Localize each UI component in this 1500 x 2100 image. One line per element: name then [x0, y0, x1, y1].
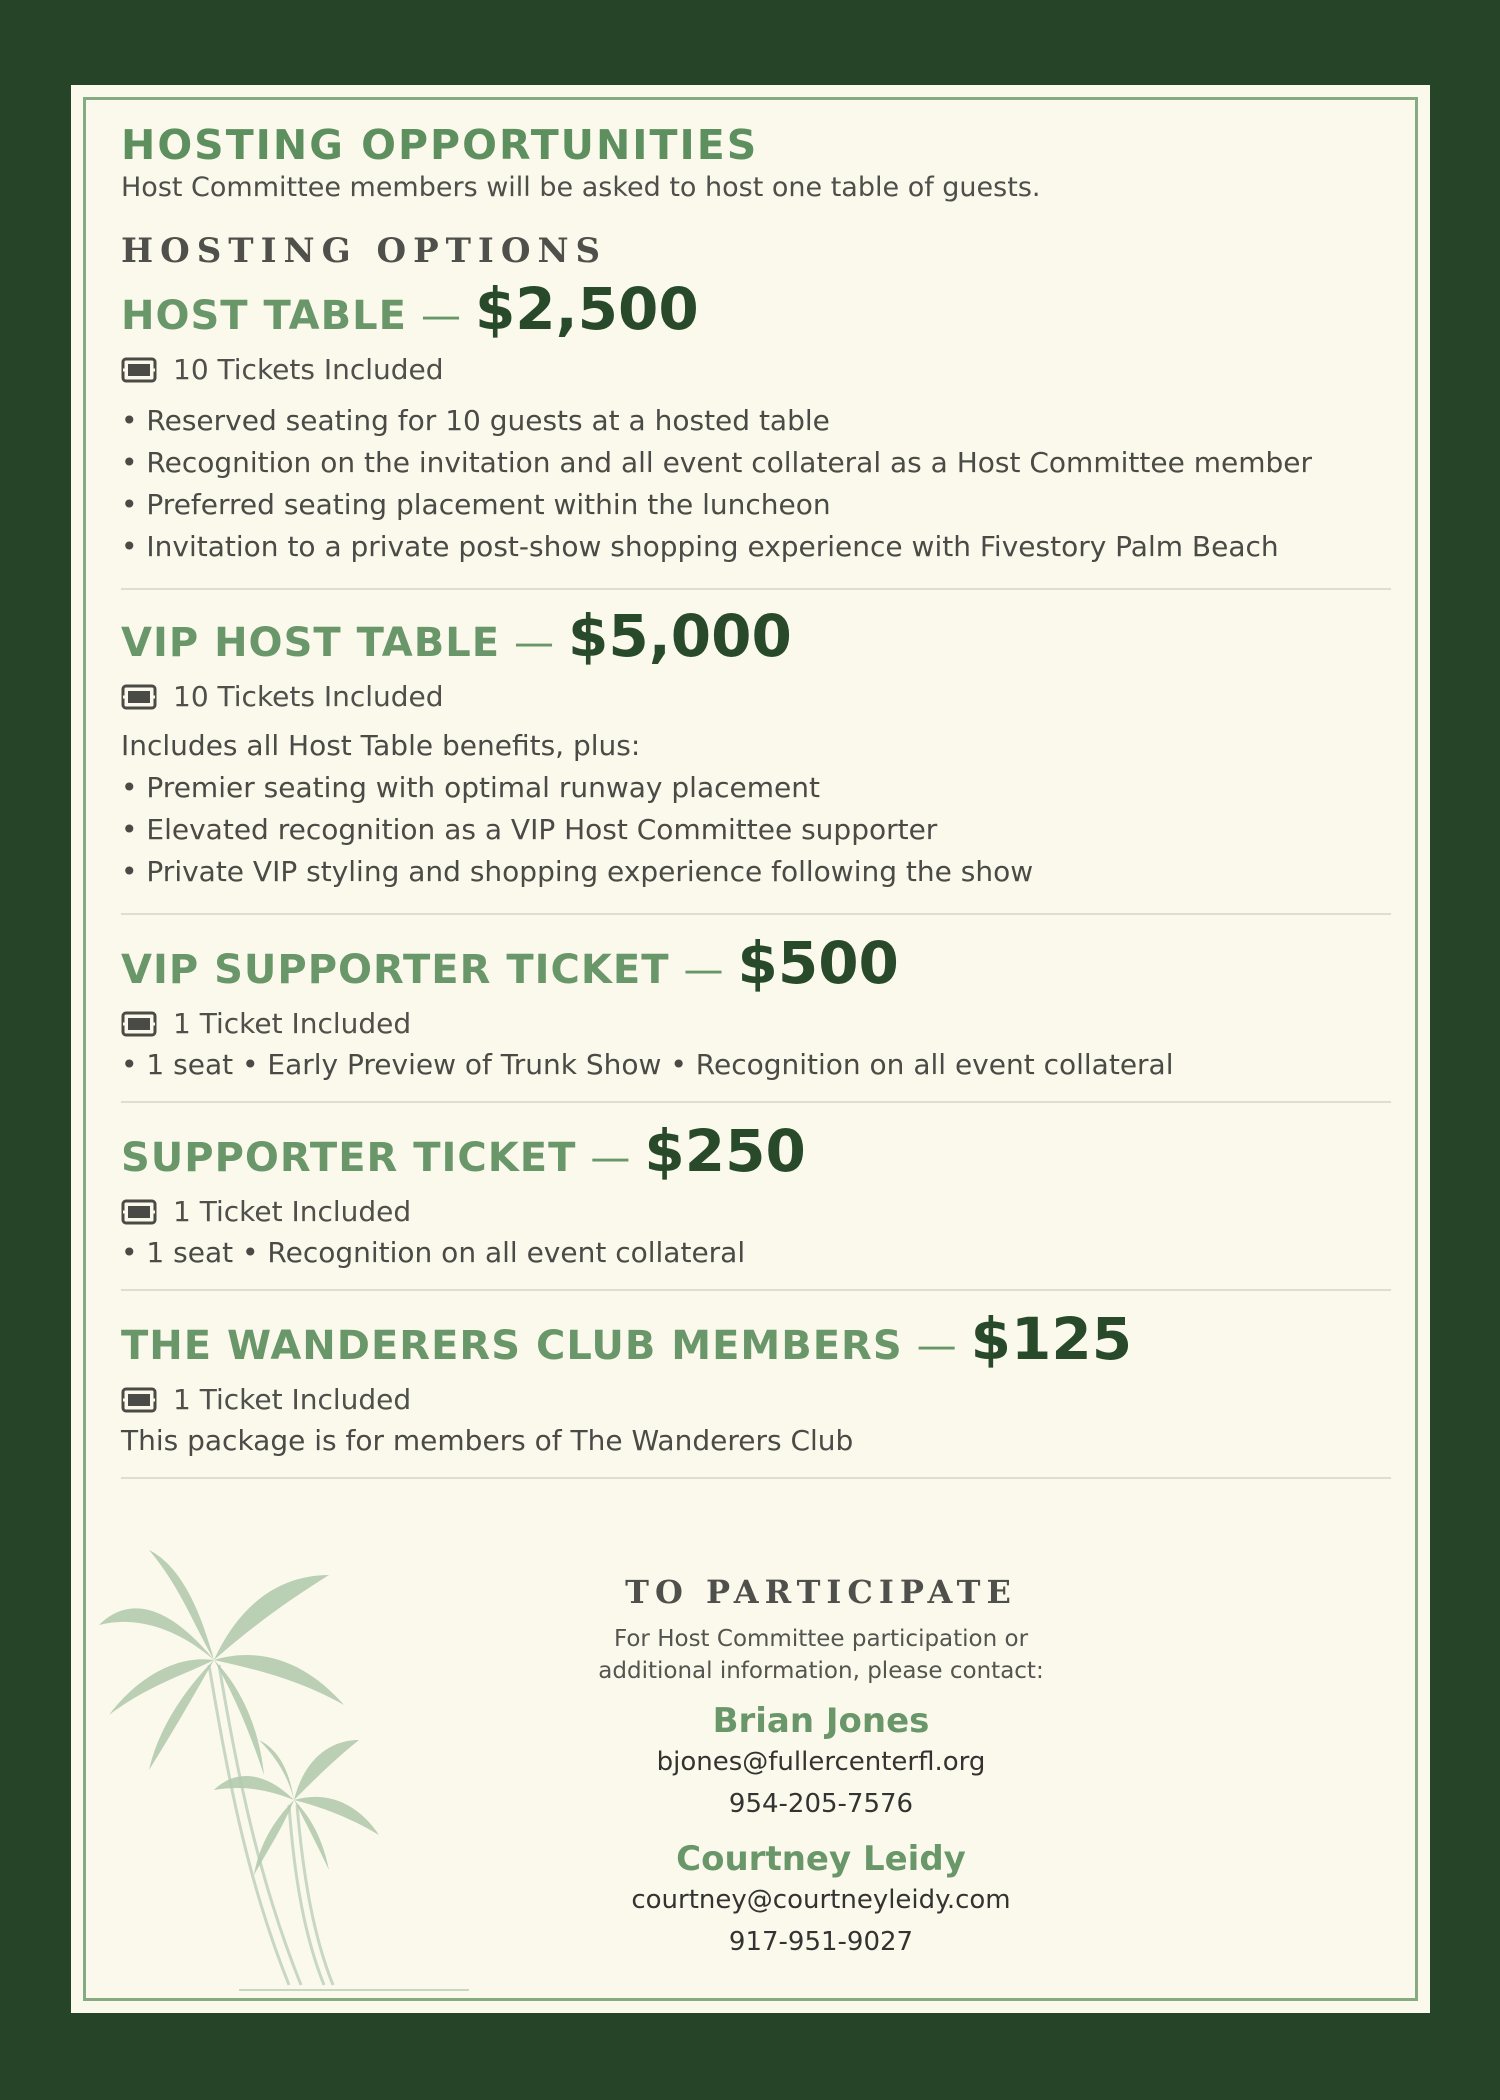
section-divider	[121, 1477, 1391, 1479]
tier-price: $500	[737, 929, 899, 998]
benefits-line: This package is for members of The Wanderers Club	[121, 1424, 854, 1458]
benefits-list	[121, 767, 1391, 893]
tier-header	[121, 1117, 1391, 1185]
tier-name: SUPPORTER TICKET	[121, 1135, 577, 1182]
ticket-icon	[121, 682, 173, 712]
page-title: HOSTING OPPORTUNITIES	[121, 121, 759, 169]
benefits-intro: Includes all Host Table benefits, plus:	[121, 729, 641, 763]
tier-header	[121, 929, 1391, 997]
tier-name: VIP HOST TABLE	[121, 620, 501, 667]
benefits-list	[121, 400, 1391, 568]
contact-person	[381, 1701, 1261, 1825]
tier-price: $5,000	[568, 602, 792, 671]
tickets-included	[121, 353, 1391, 386]
benefits-line: • 1 seat • Recognition on all event collateral	[121, 1236, 746, 1270]
tier-vip-supporter-ticket	[121, 913, 1391, 1101]
ticket-icon	[121, 1009, 173, 1039]
benefit-item: • Invitation to a private post-show shopping experience with Fivestory Palm Beach	[121, 530, 1279, 564]
contact-intro-line: For Host Committee participation or	[613, 1626, 1029, 1652]
tickets-included	[121, 1007, 1391, 1040]
page-subtitle: Host Committee members will be asked to host one table of guests.	[121, 172, 1041, 204]
tier-vip-host-table	[121, 588, 1391, 913]
tier-name: THE WANDERERS CLUB MEMBERS	[121, 1323, 903, 1370]
tickets-label: 10 Tickets Included	[173, 353, 444, 387]
tier-separator: —	[590, 1135, 631, 1182]
tier-separator: —	[514, 620, 555, 667]
tier-separator: —	[683, 947, 724, 994]
contact-email[interactable]: courtney@courtneyleidy.com	[631, 1885, 1011, 1915]
contact-phone[interactable]: 954-205-7576	[728, 1789, 914, 1819]
benefit-item: • Reserved seating for 10 guests at a hosted table	[121, 404, 830, 438]
main-content	[121, 123, 1391, 1479]
contact-name: Courtney Leidy	[676, 1839, 966, 1879]
tier-price: $250	[644, 1117, 806, 1186]
flyer-card	[71, 85, 1430, 2013]
tier-separator: —	[420, 293, 461, 340]
benefits-line: • 1 seat • Early Preview of Trunk Show • Recognition on all event collateral	[121, 1048, 1174, 1082]
contact-intro	[381, 1623, 1261, 1687]
tier-wanderers-club-members	[121, 1289, 1391, 1477]
contact-phone[interactable]: 917-951-9027	[728, 1927, 914, 1957]
tickets-label: 10 Tickets Included	[173, 680, 444, 714]
tickets-label: 1 Ticket Included	[173, 1383, 412, 1417]
benefit-item: • Preferred seating placement within the luncheon	[121, 488, 831, 522]
benefit-item: • Elevated recognition as a VIP Host Committee supporter	[121, 813, 938, 847]
tier-supporter-ticket	[121, 1101, 1391, 1289]
tier-price: $125	[970, 1305, 1133, 1374]
tier-price: $2,500	[474, 275, 699, 344]
contact-name: Brian Jones	[712, 1701, 930, 1741]
tier-header	[121, 1305, 1391, 1373]
tier-name: HOST TABLE	[121, 293, 407, 340]
tickets-included	[121, 1383, 1391, 1416]
tier-separator: —	[916, 1323, 957, 1370]
contact-email[interactable]: bjones@fullercenterfl.org	[656, 1747, 986, 1777]
benefit-item: • Premier seating with optimal runway placement	[121, 771, 820, 805]
ticket-icon	[121, 1197, 173, 1227]
tier-host-table	[121, 275, 1391, 588]
tickets-included	[121, 680, 1391, 713]
tickets-included	[121, 1195, 1391, 1228]
tier-name: VIP SUPPORTER TICKET	[121, 947, 670, 994]
tier-header	[121, 275, 1391, 343]
benefit-item: • Recognition on the invitation and all event collateral as a Host Committee member	[121, 446, 1312, 480]
contact-section	[381, 1573, 1261, 1963]
contact-heading: TO PARTICIPATE	[625, 1573, 1017, 1611]
ticket-icon	[121, 1385, 173, 1415]
ticket-icon	[121, 355, 173, 385]
contact-person	[381, 1839, 1261, 1963]
tier-header	[121, 602, 1391, 670]
benefit-item: • Private VIP styling and shopping experience following the show	[121, 855, 1034, 889]
tickets-label: 1 Ticket Included	[173, 1195, 412, 1229]
options-heading: HOSTING OPTIONS	[121, 231, 608, 272]
contact-intro-line: additional information, please contact:	[598, 1658, 1044, 1684]
tickets-label: 1 Ticket Included	[173, 1007, 412, 1041]
